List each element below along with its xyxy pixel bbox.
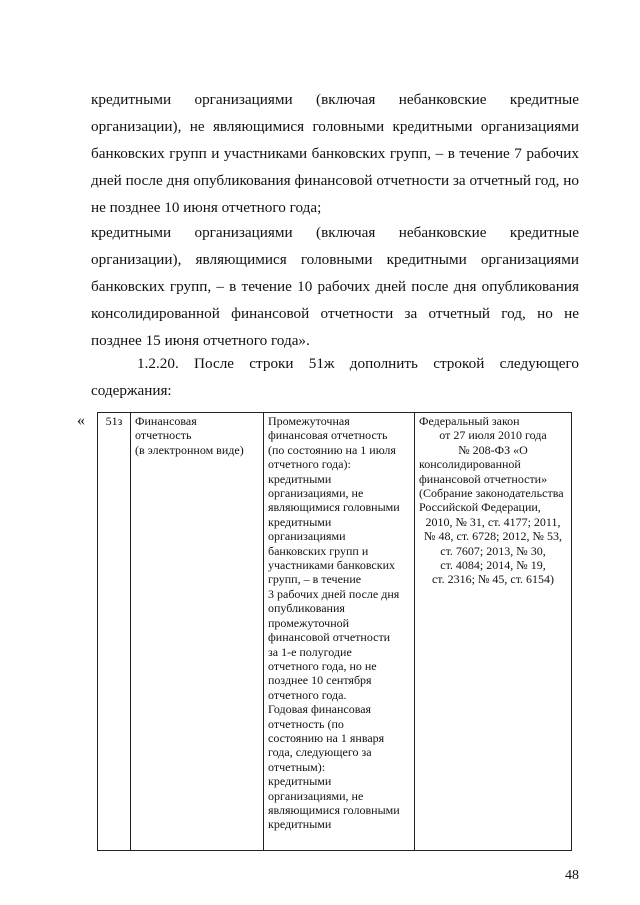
cell-line: Годовая финансовая — [268, 702, 372, 717]
page-number: 48 — [565, 868, 579, 883]
cell-line: ст. 4084; 2014, № 19, — [440, 558, 546, 573]
text-line: организации), не являющимися головными кредитными организациями — [91, 118, 579, 135]
opening-quote-mark: « — [77, 412, 85, 429]
text-line: кредитными организациями (включая небанковские кредитные — [91, 224, 579, 241]
cell-line: за 1-е полугодие — [268, 644, 352, 659]
cell-line: организациями, не — [268, 788, 364, 803]
cell-line: состоянию на 1 января — [268, 730, 385, 745]
cell-line: отчетного года, но не — [268, 658, 377, 673]
cell-line: № 208-ФЗ «О — [458, 442, 528, 457]
cell-line: банковских групп и — [268, 543, 369, 558]
cell-line: кредитными — [268, 471, 332, 486]
cell-line: (в электронном виде) — [135, 442, 244, 457]
text-line: не позднее 10 июня отчетного года; — [91, 199, 322, 216]
cell-line: отчетность (по — [268, 716, 344, 731]
cell-line: Федеральный закон — [419, 414, 520, 428]
paragraph-credit-orgs-nonhead — [91, 86, 579, 221]
cell-line: организациями — [268, 529, 346, 544]
text-line: кредитными организациями (включая небанковские кредитные — [91, 91, 579, 108]
text-line: банковских групп и участниками банковских групп, – в течение 7 рабочих — [91, 145, 579, 162]
cell-line: отчетного года. — [268, 687, 347, 702]
cell-line: (по состоянию на 1 июля — [268, 442, 396, 457]
cell-line: 2010, № 31, ст. 4177; 2011, — [425, 514, 561, 529]
text-line: организации), являющимися головными кредитными организациями — [91, 251, 579, 268]
legal-basis-cell — [415, 413, 572, 851]
cell-line: являющимися головными — [268, 500, 400, 515]
cell-line: отчетность — [135, 428, 192, 443]
cell-line: опубликования — [268, 601, 345, 616]
cell-line: от 27 июля 2010 года — [439, 428, 547, 443]
text-line: позднее 15 июня отчетного года». — [91, 332, 310, 349]
cell-line: финансовой отчетности» — [419, 471, 548, 486]
inserted-row-table — [97, 412, 572, 851]
document-name-cell — [131, 413, 264, 851]
paragraph-amendment-1-2-20 — [91, 350, 579, 404]
paragraph-credit-orgs-head — [91, 219, 579, 354]
table-row — [98, 413, 572, 851]
cell-line: ст. 7607; 2013, № 30, — [440, 543, 546, 558]
cell-line: 3 рабочих дней после дня — [268, 586, 400, 601]
cell-line: участниками банковских — [268, 558, 396, 573]
cell-line: групп, – в течение — [268, 572, 362, 587]
cell-line: промежуточной — [268, 615, 350, 630]
cell-line: финансовой отчетности — [268, 630, 391, 645]
text-line: дней после дня опубликования финансовой отчетности за отчетный год, но — [91, 172, 579, 189]
cell-line: Российской Федерации, — [419, 500, 541, 515]
cell-line: отчетным): — [268, 759, 326, 774]
cell-line: (Собрание законодательства — [419, 486, 564, 501]
cell-line: консолидированной — [419, 457, 521, 472]
cell-line: позднее 10 сентября — [268, 673, 372, 688]
cell-line: Промежуточная — [268, 414, 350, 428]
cell-line: финансовая отчетность — [268, 428, 388, 443]
cell-line: кредитными — [268, 817, 332, 832]
cell-line: кредитными — [268, 774, 332, 789]
cell-line: организациями, не — [268, 486, 364, 501]
cell-line: Финансовая — [135, 414, 197, 428]
cell-line: № 48, ст. 6728; 2012, № 53, — [424, 529, 562, 544]
cell-line: ст. 2316; № 45, ст. 6154) — [431, 572, 555, 587]
cell-line: являющимися головными — [268, 802, 400, 817]
row-number-cell: 51з — [98, 413, 131, 851]
text-line: 1.2.20. После строки 51ж дополнить строкой следующего — [137, 355, 579, 372]
text-line: банковских групп, – в течение 10 рабочих дней после дня опубликования — [91, 278, 579, 295]
cell-line: отчетного года): — [268, 457, 351, 472]
text-line: консолидированной финансовой отчетности за отчетный год, но не — [91, 305, 579, 322]
cell-line: кредитными — [268, 514, 332, 529]
description-cell — [264, 413, 415, 851]
text-line: содержания: — [91, 382, 172, 399]
cell-line: года, следующего за — [268, 745, 372, 760]
